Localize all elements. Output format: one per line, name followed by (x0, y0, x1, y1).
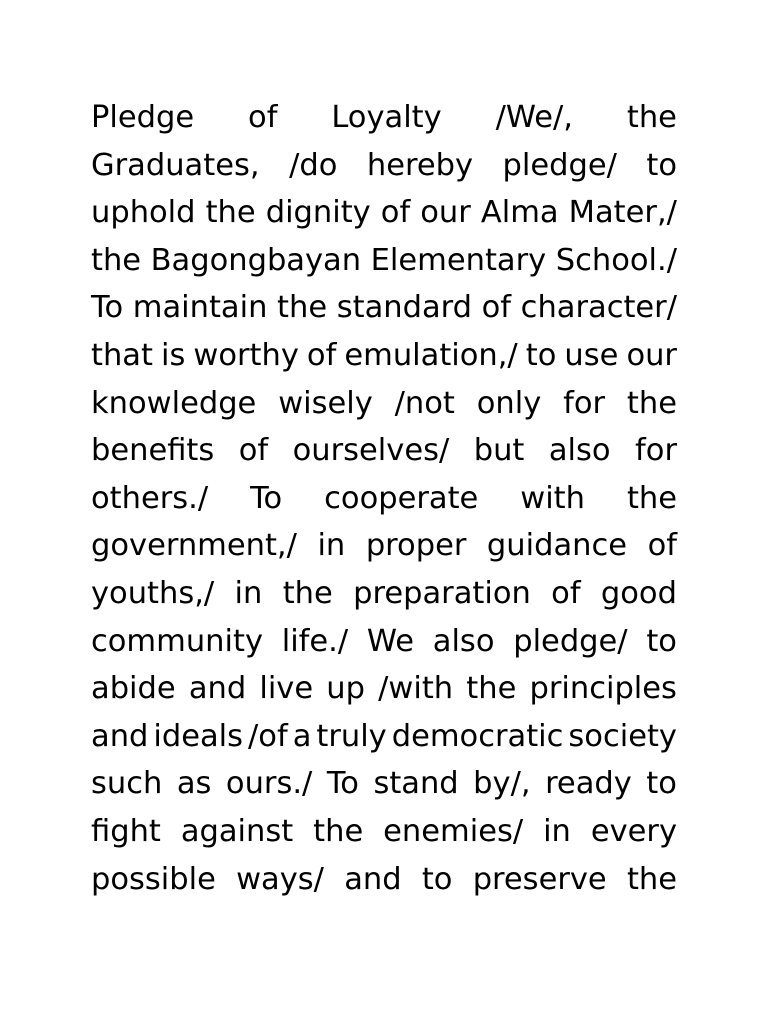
word: ready (545, 766, 632, 802)
word: the (626, 861, 677, 897)
word: knowledge (91, 385, 257, 421)
word: in (317, 528, 346, 564)
word: to (646, 766, 677, 802)
word: also (548, 433, 611, 469)
word: in (543, 813, 571, 849)
word: the (626, 100, 677, 135)
word: /do (289, 147, 338, 183)
word: ours./ (225, 766, 313, 802)
text-line (91, 665, 677, 713)
word: enemies/ (383, 813, 524, 849)
text-line (91, 522, 677, 570)
word: ways/ (236, 861, 324, 897)
word: /We/, (495, 100, 573, 135)
word: hereby (366, 147, 473, 183)
word: Mater,/ (568, 195, 677, 231)
word: to (646, 147, 677, 183)
word: fight (91, 813, 161, 849)
word: youths,/ (91, 575, 215, 611)
word: in (234, 575, 263, 611)
word: uphold (91, 195, 196, 231)
word: possible (91, 861, 216, 897)
word: the (466, 671, 517, 707)
word: such (91, 766, 163, 802)
word: to (421, 861, 453, 897)
word: Elementary (370, 242, 547, 278)
word: to (646, 623, 677, 659)
word: as (176, 766, 212, 802)
word: dignity (265, 195, 371, 231)
word: society (568, 718, 677, 754)
word: with (520, 480, 585, 516)
word: of (306, 337, 337, 373)
word: Loyalty (331, 100, 442, 135)
word: up (326, 671, 365, 707)
word: of (248, 100, 278, 135)
word: and (188, 671, 247, 707)
word: the (626, 480, 677, 516)
text-line (91, 94, 677, 142)
word: pledge/ (513, 623, 628, 659)
text-line (91, 808, 677, 856)
word: /not (394, 385, 455, 421)
pledge-text (91, 94, 677, 903)
word: by/, (473, 766, 531, 802)
word: also (432, 623, 495, 659)
text-line (91, 332, 677, 380)
word: Pledge (91, 100, 195, 135)
word: principles (529, 671, 677, 707)
word: the (626, 385, 677, 421)
word: community (91, 623, 263, 659)
word: of (647, 528, 677, 564)
word: cooperate (324, 480, 479, 516)
word: others./ (91, 480, 209, 516)
word: pledge/ (502, 147, 617, 183)
text-line (91, 284, 677, 332)
word: the (91, 242, 142, 278)
word: proper (365, 528, 467, 564)
text-line (91, 570, 677, 618)
word: Graduates, (91, 147, 260, 183)
word: We (366, 623, 415, 659)
word: democratic (391, 718, 564, 754)
word: ideals (153, 718, 244, 754)
word: /of (248, 718, 288, 754)
text-line (91, 142, 677, 190)
word: guidance (486, 528, 628, 564)
word: the (205, 195, 256, 231)
text-line (91, 713, 677, 761)
word: live (259, 671, 314, 707)
word: the (313, 813, 364, 849)
word: stand (373, 766, 459, 802)
word: that (91, 337, 153, 373)
word: of (551, 575, 581, 611)
word: worthy (193, 337, 299, 373)
word: of (380, 195, 411, 231)
word: To (91, 290, 124, 326)
word: and (344, 861, 402, 897)
word: maintain (132, 290, 268, 326)
word: /with (378, 671, 454, 707)
word: preparation (353, 575, 531, 611)
word: To (326, 766, 359, 802)
word: abide (91, 671, 176, 707)
word: Alma (480, 195, 559, 231)
word: preserve (472, 861, 607, 897)
word: for (635, 433, 677, 469)
word: only (476, 385, 542, 421)
text-line (91, 380, 677, 428)
word: government,/ (91, 528, 297, 564)
text-line (91, 237, 677, 285)
word: is (160, 337, 186, 373)
word: emulation,/ (344, 337, 518, 373)
text-line (91, 427, 677, 475)
word: for (563, 385, 606, 421)
word: benefits (91, 433, 215, 469)
word: ourselves/ (292, 433, 450, 469)
word: life./ (281, 623, 349, 659)
text-line (91, 475, 677, 523)
word: a (292, 718, 312, 754)
text-line (91, 856, 677, 904)
word: but (473, 433, 525, 469)
text-line (91, 189, 677, 237)
word: our (626, 337, 677, 373)
word: of (238, 433, 269, 469)
word: To (250, 480, 283, 516)
word: against (180, 813, 294, 849)
word: Bagongbayan (150, 242, 362, 278)
word: to (525, 337, 557, 373)
word: and (91, 718, 149, 754)
word: School./ (555, 242, 677, 278)
word: the (277, 290, 328, 326)
word: of (481, 290, 512, 326)
word: the (282, 575, 333, 611)
word: wisely (278, 385, 373, 421)
word: standard (336, 290, 473, 326)
word: our (420, 195, 471, 231)
word: use (564, 337, 619, 373)
word: every (590, 813, 677, 849)
word: truly (316, 718, 387, 754)
word: good (600, 575, 677, 611)
text-line (91, 760, 677, 808)
text-line (91, 618, 677, 666)
word: character/ (520, 290, 677, 326)
